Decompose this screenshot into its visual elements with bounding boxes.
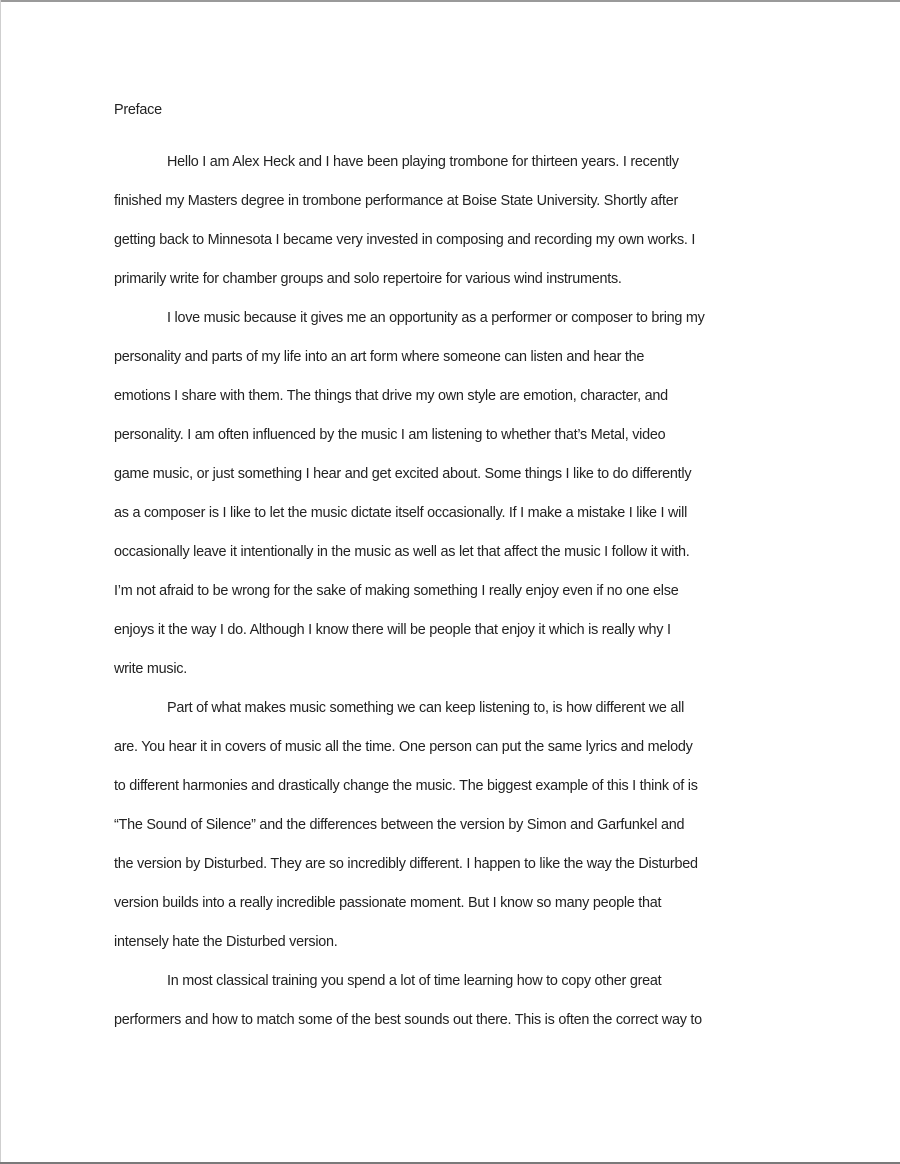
paragraph-line: game music, or just something I hear and get excited about. Some things I like to do differently xyxy=(114,466,692,482)
paragraph-line: In most classical training you spend a lot of time learning how to copy other great xyxy=(167,973,662,989)
paragraph-line: enjoys it the way I do. Although I know there will be people that enjoy it which is really why I xyxy=(114,622,671,638)
paragraph-line: personality. I am often influenced by the music I am listening to whether that’s Metal, video xyxy=(114,427,666,443)
paragraph-line: emotions I share with them. The things that drive my own style are emotion, character, and xyxy=(114,388,668,404)
paragraph-line: performers and how to match some of the best sounds out there. This is often the correct way to xyxy=(114,1012,702,1028)
paragraph-line: write music. xyxy=(114,661,187,677)
page-left-edge xyxy=(0,0,1,1164)
paragraph-line: getting back to Minnesota I became very invested in composing and recording my own works. I xyxy=(114,232,696,248)
paragraph-line: personality and parts of my life into an art form where someone can listen and hear the xyxy=(114,349,645,365)
paragraph-line: version builds into a really incredible passionate moment. But I know so many people that xyxy=(114,895,662,911)
page-top-edge xyxy=(0,0,900,2)
paragraph-line: as a composer is I like to let the music dictate itself occasionally. If I make a mistake I like I will xyxy=(114,505,688,521)
document-body xyxy=(114,96,814,1040)
paragraph-line: Part of what makes music something we can keep listening to, is how different we all xyxy=(167,700,685,716)
paragraph-line: the version by Disturbed. They are so incredibly different. I happen to like the way the Disturbed xyxy=(114,856,698,872)
paragraph-line: Hello I am Alex Heck and I have been playing trombone for thirteen years. I recently xyxy=(167,154,679,170)
paragraph-line: are. You hear it in covers of music all the time. One person can put the same lyrics and melody xyxy=(114,739,693,755)
paragraph-line: primarily write for chamber groups and solo repertoire for various wind instruments. xyxy=(114,271,622,287)
paragraph-line: I love music because it gives me an opportunity as a performer or composer to bring my xyxy=(167,310,705,326)
document-heading: Preface xyxy=(114,102,162,118)
paragraph-line: finished my Masters degree in trombone performance at Boise State University. Shortly after xyxy=(114,193,679,209)
paragraph-line: I’m not afraid to be wrong for the sake of making something I really enjoy even if no one else xyxy=(114,583,679,599)
paragraph-line: intensely hate the Disturbed version. xyxy=(114,934,338,950)
paragraph-line: occasionally leave it intentionally in the music as well as let that affect the music I follow it with. xyxy=(114,544,690,560)
paragraph-line: to different harmonies and drastically change the music. The biggest example of this I think of is xyxy=(114,778,698,794)
paragraph-line: “The Sound of Silence” and the differences between the version by Simon and Garfunkel and xyxy=(114,817,685,833)
